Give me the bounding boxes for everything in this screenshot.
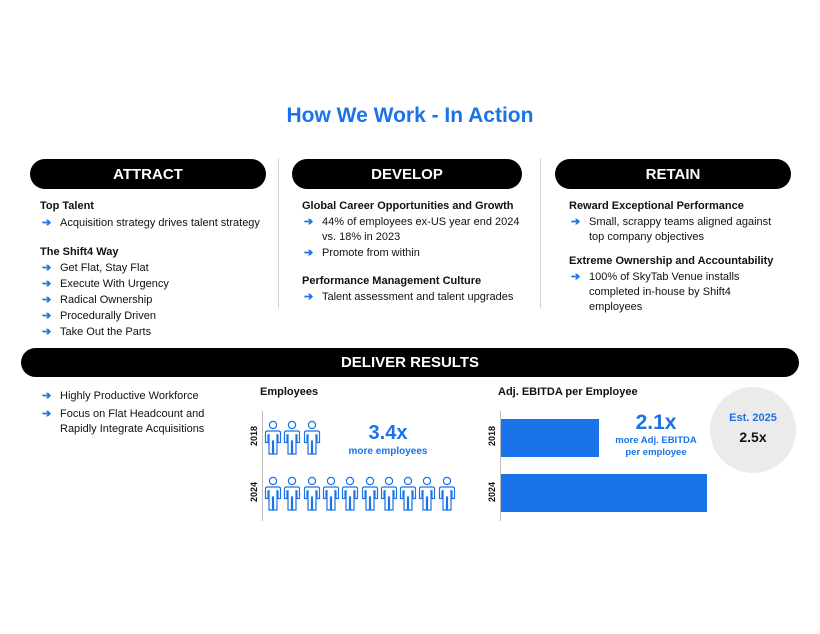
- list-item: ➔ Small, scrappy teams aligned against top company objectives: [571, 216, 772, 243]
- estimate-label: Est. 2025: [729, 412, 777, 424]
- estimate-2025-circle: [710, 387, 796, 473]
- person-icon: [283, 476, 301, 517]
- list-item: ➔ 44% of employees ex-US year end 2024 vs. 18% in 2023: [304, 216, 520, 243]
- list-item: ➔ Radical Ownership: [42, 294, 153, 306]
- shift4-way-heading: The Shift4 Way: [40, 246, 119, 258]
- page-title: How We Work - In Action: [286, 104, 534, 127]
- arrow-right-icon: ➔: [42, 310, 52, 322]
- person-icon: [438, 476, 456, 517]
- person-icon: [264, 476, 282, 517]
- ebitda-multiplier-label: more Adj. EBITDA per employee: [615, 435, 697, 458]
- develop-pill: DEVELOP: [292, 159, 522, 189]
- arrow-right-icon: ➔: [42, 326, 52, 338]
- list-item: ➔ Highly Productive Workforce: [42, 390, 199, 402]
- retain-column: [569, 199, 804, 315]
- retain-pill: RETAIN: [555, 159, 791, 189]
- column-divider: [278, 158, 279, 308]
- arrow-right-icon: ➔: [571, 271, 581, 283]
- year-label-2018: 2018: [487, 425, 497, 447]
- person-icon: [341, 476, 359, 517]
- list-item: ➔ 100% of SkyTab Venue installs completed in-house by Shift4 employees: [571, 271, 740, 313]
- person-icon: [283, 420, 301, 461]
- employees-chart-title: Employees: [260, 386, 319, 398]
- person-icon: [303, 420, 321, 461]
- person-icon: [303, 476, 321, 517]
- column-divider: [540, 158, 541, 308]
- ownership-heading: Extreme Ownership and Accountability: [569, 255, 774, 267]
- arrow-right-icon: ➔: [304, 216, 314, 228]
- employees-multiplier: 3.4x: [368, 422, 408, 444]
- list-item: ➔ Execute With Urgency: [42, 278, 169, 290]
- person-icon: [322, 476, 340, 517]
- person-icon: [361, 476, 379, 517]
- person-icon: [264, 420, 282, 461]
- employees-multiplier-label: more employees: [348, 446, 428, 457]
- list-item: ➔ Procedurally Driven: [42, 310, 156, 322]
- deliver-column: [40, 389, 255, 437]
- arrow-right-icon: ➔: [42, 217, 52, 229]
- list-item: ➔ Promote from within: [304, 247, 420, 259]
- list-item: ➔ Focus on Flat Headcount and Rapidly Integrate Acquisitions: [42, 408, 205, 435]
- list-item: ➔ Acquisition strategy drives talent strategy: [42, 217, 260, 229]
- arrow-right-icon: ➔: [42, 278, 52, 290]
- arrow-right-icon: ➔: [42, 262, 52, 274]
- list-item: ➔ Take Out the Parts: [42, 326, 152, 338]
- year-label-2024: 2024: [249, 481, 259, 503]
- attract-column: [40, 199, 275, 340]
- ebitda-bar-2024: [501, 474, 707, 512]
- deliver-results-pill: DELIVER RESULTS: [21, 348, 799, 377]
- ebitda-bar-2018: [501, 419, 599, 457]
- person-icon: [418, 476, 436, 517]
- arrow-right-icon: ➔: [42, 294, 52, 306]
- employees-axis: [262, 411, 263, 521]
- arrow-right-icon: ➔: [571, 216, 581, 228]
- ebitda-chart-title: Adj. EBITDA per Employee: [498, 386, 638, 398]
- person-icon: [399, 476, 417, 517]
- list-item: ➔ Get Flat, Stay Flat: [42, 262, 149, 274]
- year-label-2024: 2024: [487, 481, 497, 503]
- arrow-right-icon: ➔: [304, 247, 314, 259]
- career-heading: Global Career Opportunities and Growth: [302, 200, 514, 212]
- arrow-right-icon: ➔: [304, 291, 314, 303]
- list-item: ➔ Talent assessment and talent upgrades: [304, 291, 514, 303]
- person-icon: [380, 476, 398, 517]
- top-talent-heading: Top Talent: [40, 200, 94, 212]
- arrow-right-icon: ➔: [42, 390, 52, 402]
- arrow-right-icon: ➔: [42, 408, 52, 420]
- develop-column: [302, 199, 537, 305]
- year-label-2018: 2018: [249, 425, 259, 447]
- attract-pill: ATTRACT: [30, 159, 266, 189]
- estimate-value: 2.5x: [739, 429, 767, 445]
- reward-heading: Reward Exceptional Performance: [569, 200, 744, 212]
- performance-heading: Performance Management Culture: [302, 275, 482, 287]
- ebitda-multiplier: 2.1x: [635, 411, 677, 434]
